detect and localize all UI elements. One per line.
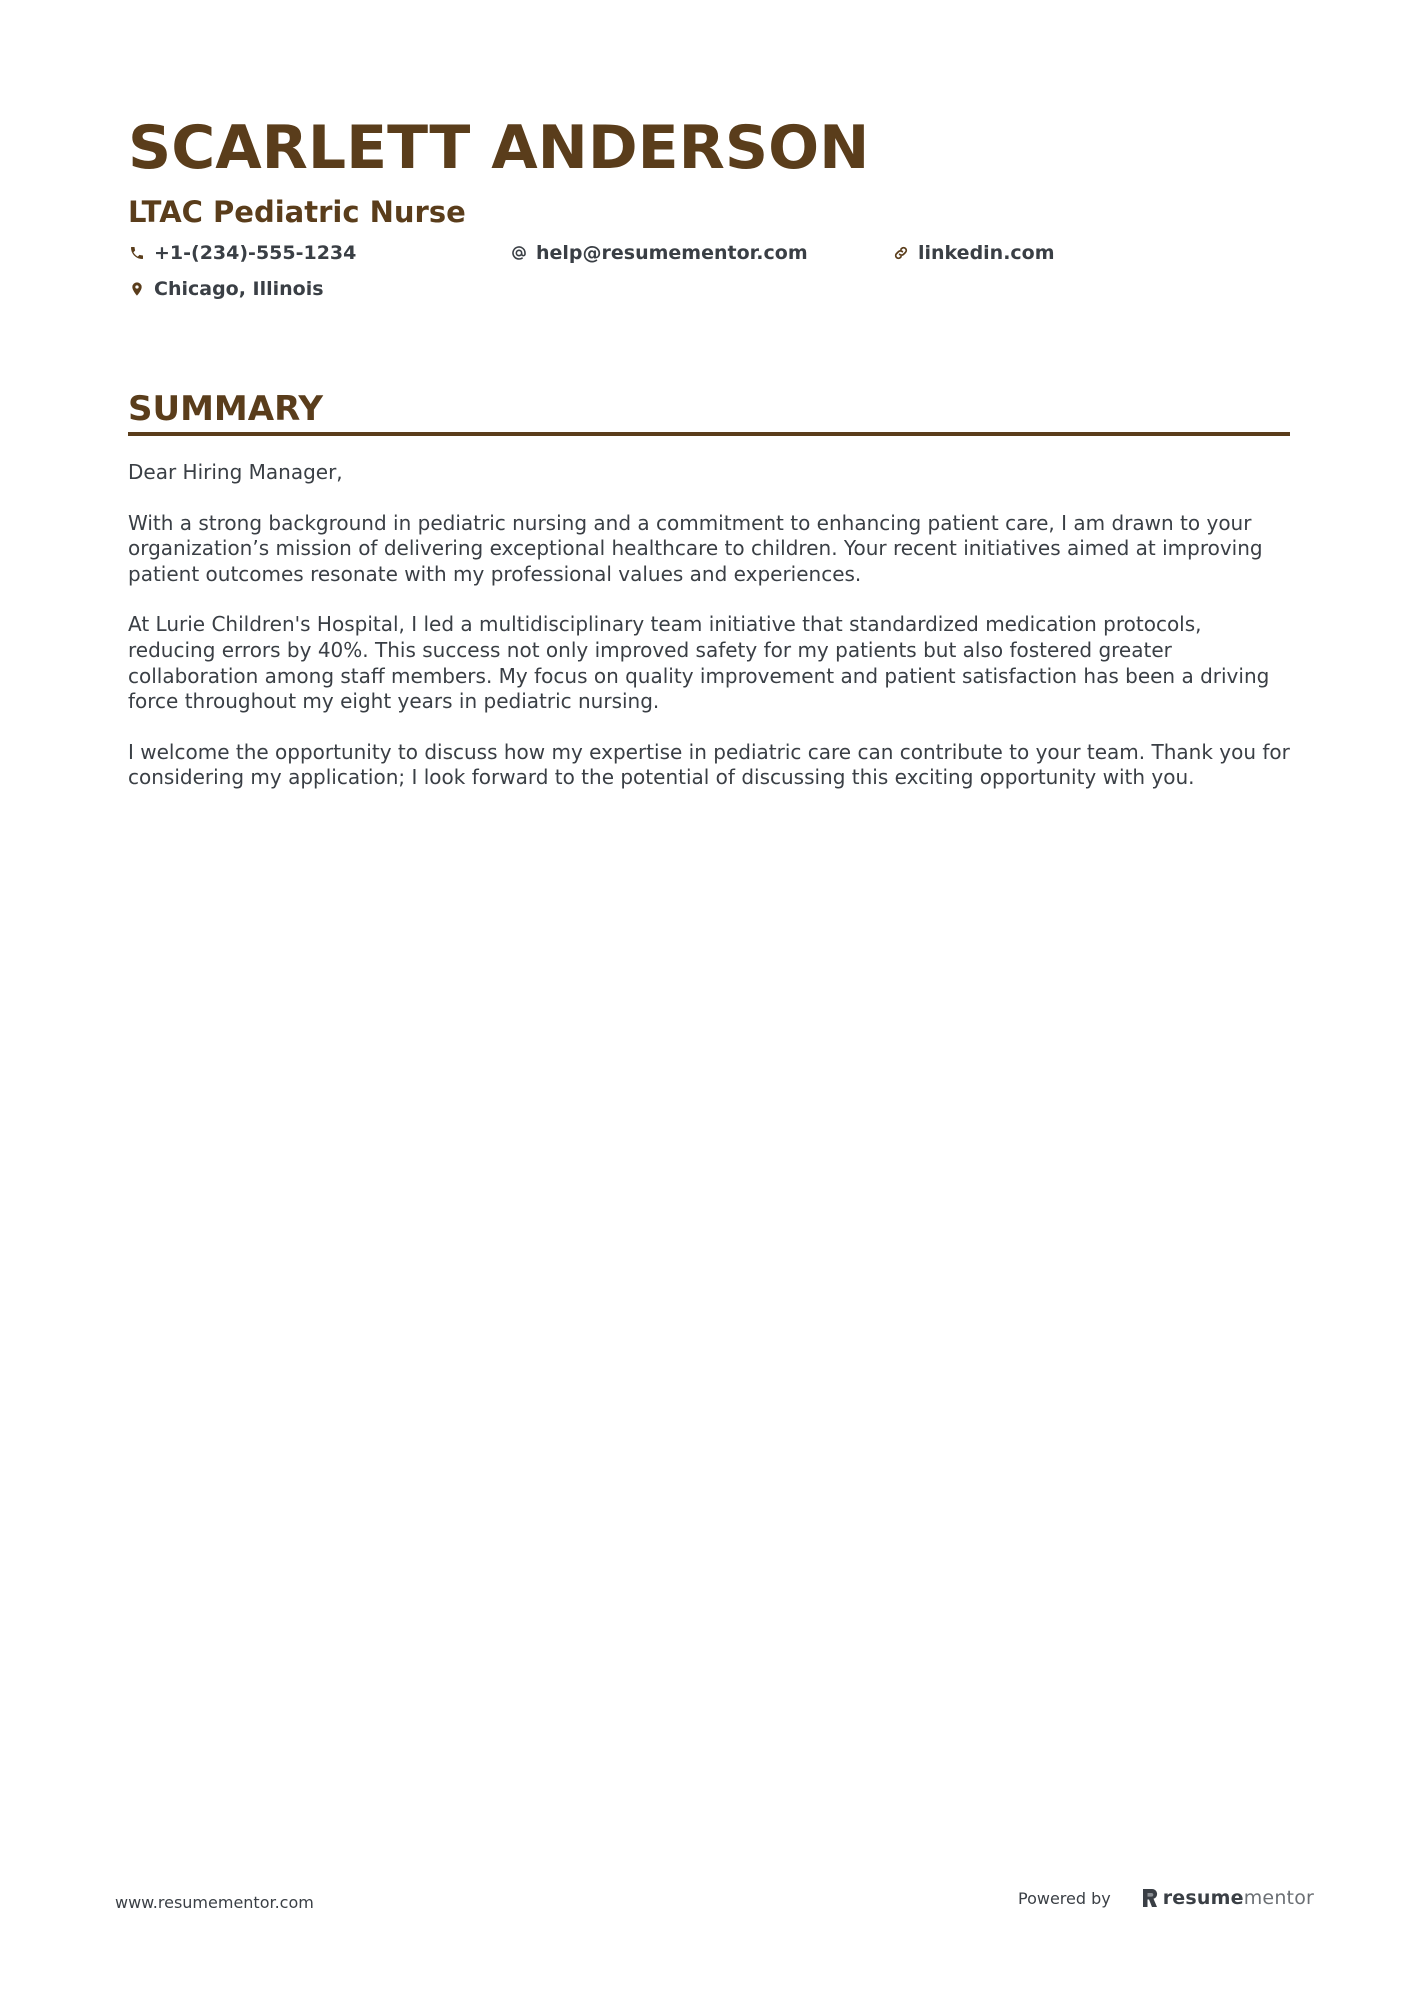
email-text[interactable]: help@resumementor.com [536, 242, 808, 264]
summary-section [128, 388, 1290, 816]
location-text: Chicago, Illinois [154, 278, 324, 300]
footer-website[interactable]: www.resumementor.com [115, 1893, 314, 1912]
phone-icon [128, 244, 146, 262]
letter-paragraph: At Lurie Children's Hospital, I led a multidisciplinary team initiative that standardized medication protocols, reducing errors by 40%. This success not only improved safety for my patients but also fostered greater collaboration among staff members. My focus on quality improvement and patient satisfaction has been a driving force throughout my eight years in pediatric nursing. [128, 612, 1270, 714]
salutation: Dear Hiring Manager, [128, 460, 343, 484]
footer-branding [1018, 1887, 1314, 1909]
letter-paragraph: With a strong background in pediatric nursing and a commitment to enhancing patient care, I am drawn to your organization’s mission of delivering exceptional healthcare to children. Your recent initiatives aimed at improving patient outcomes resonate with my professional values and experiences. [128, 510, 1263, 586]
contact-location [128, 276, 510, 302]
section-divider [128, 432, 1290, 436]
brand-logo[interactable] [1141, 1887, 1314, 1909]
brand-wordmark-light: mentor [1243, 1887, 1315, 1909]
link-text[interactable]: linkedin.com [918, 242, 1055, 264]
candidate-name: SCARLETT ANDERSON [128, 113, 870, 183]
brand-wordmark [1163, 1887, 1314, 1909]
link-icon [892, 244, 910, 262]
contact-email [510, 240, 892, 266]
at-icon [510, 244, 528, 262]
resume-header [128, 112, 1288, 302]
phone-text[interactable]: +1-(234)-555-1234 [154, 242, 357, 264]
map-pin-icon [128, 280, 146, 298]
section-heading: SUMMARY [128, 389, 324, 429]
powered-by-label: Powered by [1018, 1888, 1111, 1908]
cover-letter-body [128, 460, 1290, 791]
contact-phone [128, 240, 510, 266]
brand-wordmark-bold: resume [1162, 1887, 1244, 1909]
contact-link [892, 240, 1274, 266]
brand-logo-icon [1141, 1887, 1159, 1909]
job-title: LTAC Pediatric Nurse [128, 195, 466, 229]
contact-info [128, 240, 1288, 302]
letter-paragraph: I welcome the opportunity to discuss how my expertise in pediatric care can contribute to your team. Thank you for considering my application; I look forward to the potential of discussing this exciting opportunity with you. [128, 739, 1290, 790]
